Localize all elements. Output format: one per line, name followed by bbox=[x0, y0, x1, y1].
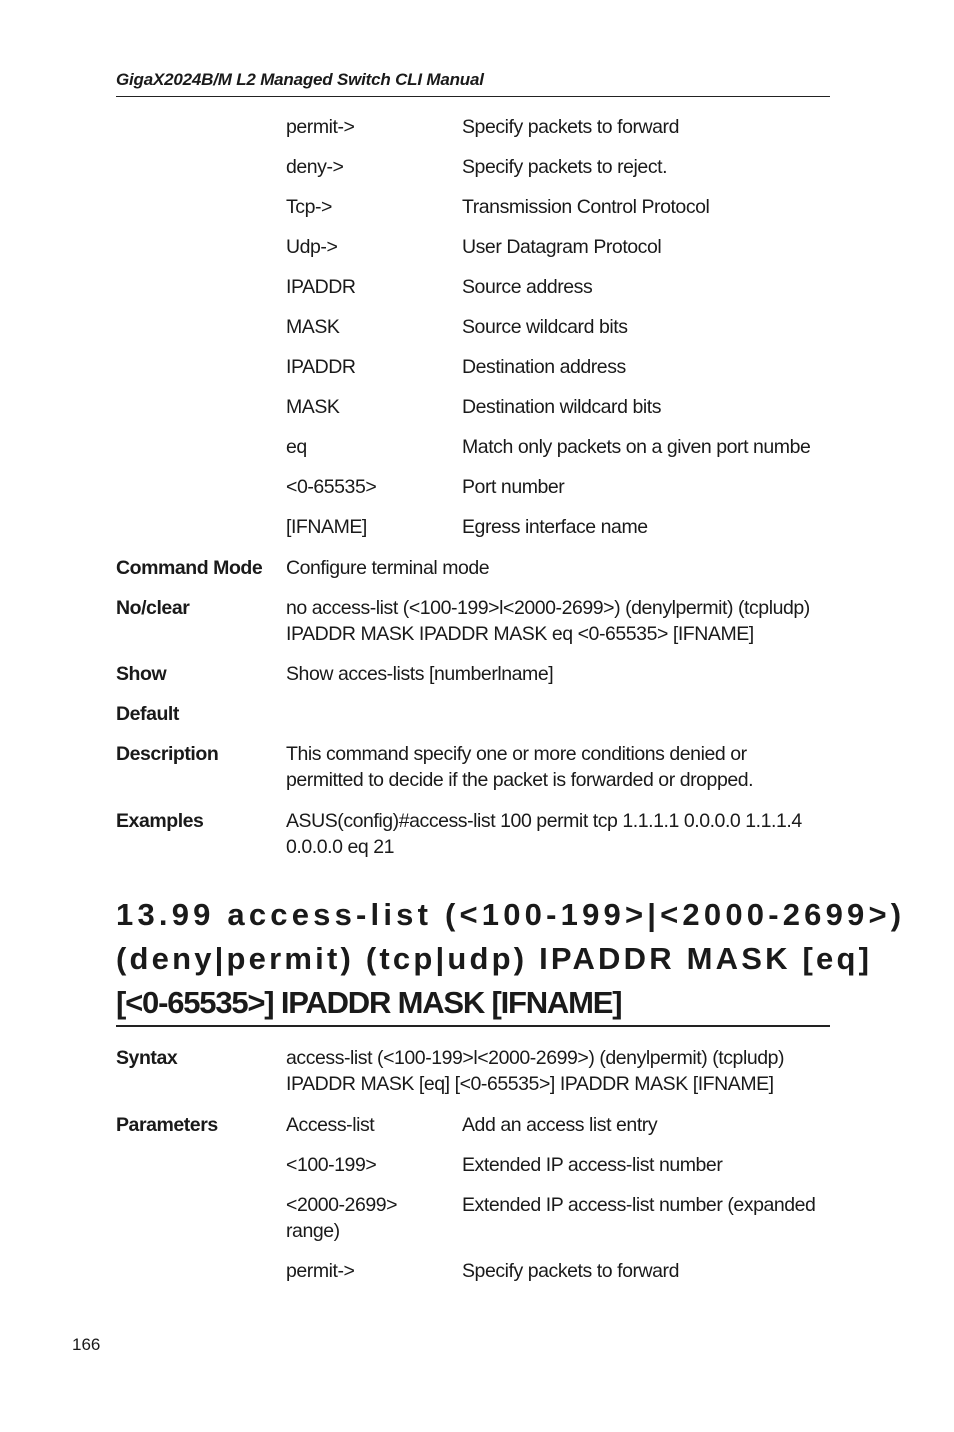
param-name: [IFNAME] bbox=[286, 516, 367, 538]
param-name: permit-> bbox=[286, 1260, 355, 1282]
param-desc: Extended IP access-list number (expanded bbox=[462, 1194, 816, 1216]
param-desc: Destination wildcard bits bbox=[462, 396, 662, 418]
show-value: Show acces-lists [numberlname] bbox=[286, 663, 554, 685]
param-desc: Add an access list entry bbox=[462, 1114, 658, 1136]
no-clear-label: No/clear bbox=[116, 597, 190, 619]
section-heading bbox=[116, 893, 906, 1027]
syntax-line: access-list (<100-199>l<2000-2699>) (denylpermit) (tcpludp) bbox=[286, 1047, 785, 1069]
parameters-label: Parameters bbox=[116, 1114, 218, 1136]
param-desc: Source address bbox=[462, 276, 593, 298]
section-heading-line: 13.99 access-list (<100-199>|<2000-2699>) bbox=[116, 897, 906, 932]
default-label: Default bbox=[116, 703, 179, 725]
param-desc: Port number bbox=[462, 476, 565, 498]
show-label: Show bbox=[116, 663, 167, 685]
no-clear-line: IPADDR MASK IPADDR MASK eq <0-65535> [IFNAME] bbox=[286, 623, 754, 645]
section-heading-line: (deny|permit) (tcp|udp) IPADDR MASK [eq] bbox=[116, 941, 873, 976]
description-line: This command specify one or more conditions denied or bbox=[286, 743, 747, 765]
param-name: <2000-2699> bbox=[286, 1194, 398, 1216]
param-desc: Extended IP access-list number bbox=[462, 1154, 723, 1176]
param-name: IPADDR bbox=[286, 276, 356, 298]
param-desc: User Datagram Protocol bbox=[462, 236, 662, 258]
param-desc: Specify packets to reject. bbox=[462, 156, 668, 178]
syntax-label: Syntax bbox=[116, 1047, 178, 1069]
param-name: permit-> bbox=[286, 116, 355, 138]
no-clear-line: no access-list (<100-199>l<2000-2699>) (denylpermit) (tcpludp) bbox=[286, 597, 810, 619]
param-name: MASK bbox=[286, 316, 340, 338]
param-desc: Match only packets on a given port numbe bbox=[462, 436, 811, 458]
param-name: Udp-> bbox=[286, 236, 338, 258]
param-desc: Egress interface name bbox=[462, 516, 648, 538]
description-line: permitted to decide if the packet is forwarded or dropped. bbox=[286, 769, 754, 791]
param-desc-continuation: range) bbox=[286, 1220, 340, 1242]
param-name: Access-list bbox=[286, 1114, 375, 1136]
running-header bbox=[116, 70, 830, 97]
param-name: <100-199> bbox=[286, 1154, 377, 1176]
manual-title: GigaX2024B/M L2 Managed Switch CLI Manual bbox=[116, 70, 484, 89]
example-line: ASUS(config)#access-list 100 permit tcp 1.1.1.1 0.0.0.0 1.1.1.4 bbox=[286, 810, 802, 832]
param-name: <0-65535> bbox=[286, 476, 377, 498]
description-label: Description bbox=[116, 743, 219, 765]
param-name: Tcp-> bbox=[286, 196, 332, 218]
command-mode-label: Command Mode bbox=[116, 557, 263, 579]
param-desc: Destination address bbox=[462, 356, 626, 378]
param-desc: Specify packets to forward bbox=[462, 116, 679, 138]
param-name: deny-> bbox=[286, 156, 344, 178]
param-name: MASK bbox=[286, 396, 340, 418]
param-desc: Transmission Control Protocol bbox=[462, 196, 710, 218]
syntax-line: IPADDR MASK [eq] [<0-65535>] IPADDR MASK [IFNAME] bbox=[286, 1073, 774, 1095]
command-mode-value: Configure terminal mode bbox=[286, 557, 490, 579]
examples-label: Examples bbox=[116, 810, 204, 832]
param-desc: Source wildcard bits bbox=[462, 316, 628, 338]
param-name: eq bbox=[286, 436, 307, 458]
param-desc: Specify packets to forward bbox=[462, 1260, 679, 1282]
param-name: IPADDR bbox=[286, 356, 356, 378]
example-line: 0.0.0.0 eq 21 bbox=[286, 836, 394, 858]
page-number: 166 bbox=[72, 1335, 101, 1354]
section-heading-line: [<0-65535>] IPADDR MASK [IFNAME] bbox=[116, 985, 622, 1020]
